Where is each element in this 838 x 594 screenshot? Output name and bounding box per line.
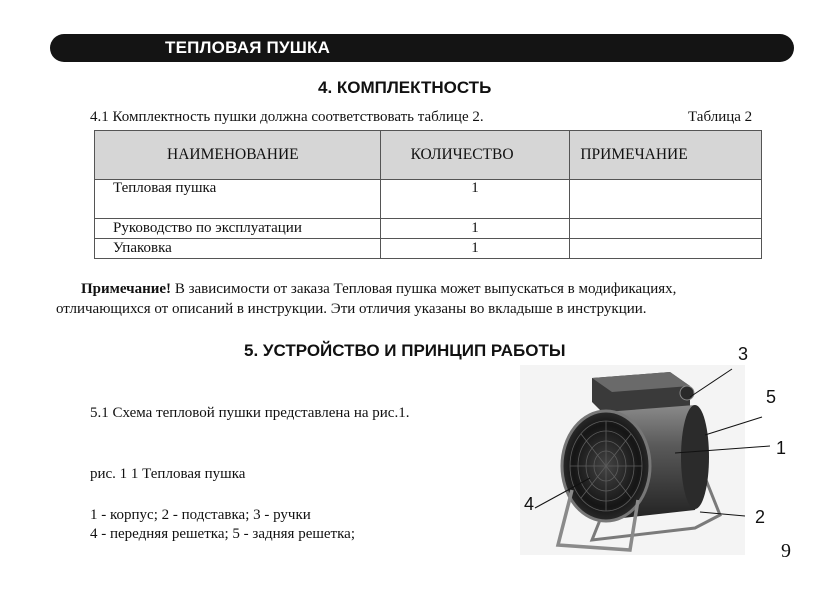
section-5-title: 5. УСТРОЙСТВО И ПРИНЦИП РАБОТЫ xyxy=(244,341,566,360)
legend-line-1: 1 - корпус; 2 - подставка; 3 - ручки xyxy=(90,507,311,523)
scheme-text: 5.1 Схема тепловой пушки представлена на рис.1. xyxy=(90,405,410,421)
handle-knob xyxy=(680,386,694,400)
table-row xyxy=(95,180,762,219)
page-number: 9 xyxy=(781,540,791,562)
page-header-title: ТЕПЛОВАЯ ПУШКА xyxy=(165,38,331,57)
row-name: Тепловая пушка xyxy=(95,180,381,219)
row-name: Упаковка xyxy=(95,239,381,259)
grille-rings xyxy=(570,421,642,511)
rear-grille xyxy=(681,405,709,509)
callout-3: 3 xyxy=(738,344,749,364)
note-paragraph xyxy=(56,279,801,319)
section-4-title: 4. КОМПЛЕКТНОСТЬ xyxy=(318,78,492,97)
figure-caption: рис. 1 1 Тепловая пушка xyxy=(90,466,246,482)
callout-4: 4 xyxy=(524,494,535,514)
table-row xyxy=(95,219,762,239)
header-banner xyxy=(50,34,794,62)
note-line-1: В зависимости от заказа Тепловая пушка может выпускаться в модификациях, xyxy=(171,281,677,297)
table-row xyxy=(95,239,762,259)
header-note: ПРИМЕЧАНИЕ xyxy=(570,131,762,180)
note-line-2: отличающихся от описаний в инструкции. Эти отличия указаны во вкладыше в инструкции. xyxy=(56,301,647,317)
table-header-row xyxy=(95,131,762,180)
row-note xyxy=(570,239,762,259)
callout-2: 2 xyxy=(755,507,766,527)
note-label: Примечание! xyxy=(81,281,172,297)
equipment-table xyxy=(94,130,762,259)
table-caption: Таблица 2 xyxy=(688,109,753,125)
section-4-intro: 4.1 Комплектность пушки должна соответствовать таблице 2. xyxy=(90,109,484,125)
row-note xyxy=(570,219,762,239)
legend-line-2: 4 - передняя решетка; 5 - задняя решетка; xyxy=(90,526,355,542)
row-qty: 1 xyxy=(380,180,570,219)
header-quantity: КОЛИЧЕСТВО xyxy=(380,131,570,180)
callout-5: 5 xyxy=(766,387,777,407)
heat-gun-figure xyxy=(500,340,800,560)
row-note xyxy=(570,180,762,219)
row-name: Руководство по эксплуатации xyxy=(95,219,381,239)
row-qty: 1 xyxy=(380,239,570,259)
callout-1: 1 xyxy=(776,438,787,458)
row-qty: 1 xyxy=(380,219,570,239)
header-name: НАИМЕНОВАНИЕ xyxy=(95,131,381,180)
